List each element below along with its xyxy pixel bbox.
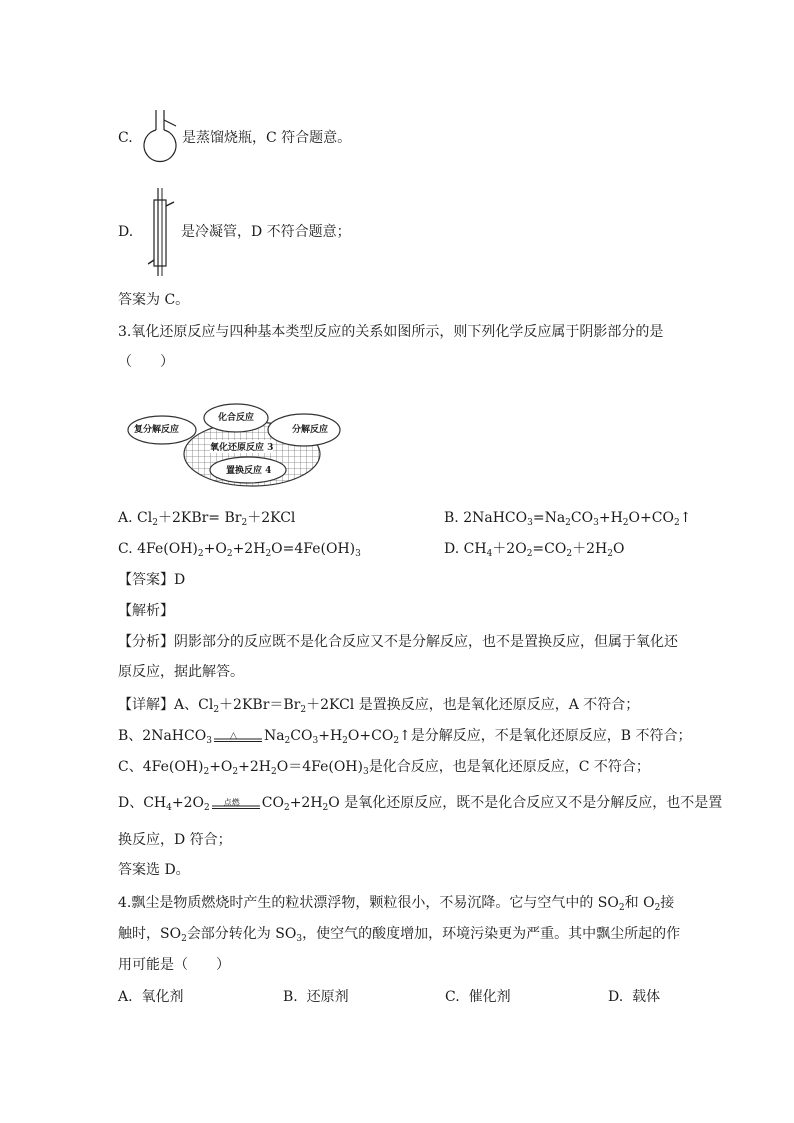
option-label: B. — [283, 989, 298, 1005]
q3-stem-line1 — [118, 322, 663, 342]
q3-detail-b — [118, 726, 692, 746]
q4-number: 4. — [118, 895, 132, 911]
formula-sub: 4 — [486, 549, 493, 559]
venn-label-double-decomposition: 复分解反应 — [134, 425, 180, 435]
detail-text: B、2NaHCO — [118, 728, 207, 744]
formula-sub: 2 — [232, 767, 239, 777]
venn-label-replacement: 置换反应 4 — [226, 466, 272, 476]
option-text: 催化剂 — [468, 989, 511, 1005]
formula-sub: 3 — [362, 767, 369, 777]
q3-detail-d — [118, 793, 722, 813]
detail-text: Na — [263, 728, 285, 744]
formula-sub: 3 — [312, 736, 319, 746]
formula-part: 4Fe(OH) — [137, 541, 198, 557]
formula-part: ＋2O — [492, 541, 527, 557]
detail-text: +2O — [171, 795, 205, 811]
q4-option-b — [283, 987, 349, 1007]
formula-sub: 2 — [566, 549, 573, 559]
formula-part: ＋2H — [572, 541, 608, 557]
formula-sub: 2 — [673, 518, 680, 528]
option-label: C. — [445, 989, 460, 1005]
q3-final-answer: 答案选 D。 — [118, 862, 190, 878]
formula-part: =Na — [532, 510, 566, 526]
option-text: 还原剂 — [306, 989, 349, 1005]
formula-part: CH — [463, 541, 487, 557]
detail-text: O＝4Fe(OH) — [276, 759, 363, 775]
detail-text: +2H — [238, 759, 272, 775]
option-text: 载体 — [632, 989, 661, 1005]
detail-text: CO — [290, 728, 313, 744]
formula-part: ＋2KCl — [247, 510, 296, 526]
option-c-label: C. — [118, 541, 133, 557]
formula-part: CO — [570, 510, 594, 526]
formula-sub: 2 — [271, 767, 277, 777]
detail-text: O 是氧化还原反应，既不是化合反应又不是分解反应，也不是置 — [328, 795, 723, 811]
formula-sub: 2 — [322, 803, 329, 813]
detail-text: ＋2KBr＝Br — [219, 697, 301, 713]
venn-label-redox: 氧化还原反应 3 — [210, 440, 273, 453]
q4-text: 飘尘是物质燃烧时产生的粒状漂浮物，颗粒很小，不易沉降。它与空气中的 SO — [131, 895, 619, 911]
heating-arrow-icon — [212, 729, 264, 743]
reaction-condition: △ — [229, 731, 237, 741]
q3-option-d — [444, 539, 624, 559]
option-label: A. — [118, 989, 133, 1005]
formula-part: =CO — [532, 541, 567, 557]
formula-sub: 4 — [166, 803, 172, 813]
q3-detail-c — [118, 757, 650, 777]
detail-text: +H — [318, 728, 343, 744]
formula-part: 2NaHCO — [463, 510, 528, 526]
formula-sub: 2 — [565, 518, 571, 528]
formula-sub: 2 — [284, 736, 291, 746]
distillation-flask-icon — [140, 108, 180, 164]
detail-text: 是化合反应，也是氧化还原反应，C 不符合； — [368, 759, 650, 775]
formula-part: Cl — [137, 510, 153, 526]
option-c-letter: C. — [118, 130, 133, 146]
q4-option-d — [608, 987, 660, 1007]
formula-part: +O — [203, 541, 227, 557]
detail-text: A、Cl — [174, 697, 214, 713]
q3-analysis-line1 — [118, 632, 678, 652]
formula-sub: 3 — [527, 518, 533, 528]
analysis-head: 【分析】 — [118, 634, 174, 650]
formula-sub: 2 — [213, 705, 220, 715]
formula-sub: 2 — [181, 934, 187, 944]
option-c-text: 是蒸馏烧瓶，C 符合题意。 — [182, 130, 352, 146]
formula-part: O — [612, 541, 625, 557]
q4-text: ，使空气的酸度增加，环境污染更为严重。其中飘尘所起的作 — [302, 926, 681, 942]
detail-text: D、CH — [118, 795, 167, 811]
previous-answer: 答案为 C。 — [118, 292, 190, 308]
q4-line3: 用可能是（ ） — [118, 957, 230, 973]
condenser-tube-icon — [148, 186, 178, 278]
q4-text: 接 — [660, 895, 675, 911]
detail-head: 【详解】 — [118, 697, 174, 713]
q3-detail-d-cont: 换反应，D 符合； — [118, 832, 232, 848]
venn-label-combination: 化合反应 — [218, 413, 255, 423]
q3-stem-text: 氧化还原反应与四种基本类型反应的关系如图所示，则下列化学反应属于阴影部分的是 — [131, 324, 664, 340]
formula-sub: 2 — [197, 549, 204, 559]
formula-sub: 2 — [152, 518, 158, 528]
formula-sub: 2 — [226, 549, 233, 559]
formula-sub: 2 — [654, 903, 661, 913]
q3-number: 3. — [118, 324, 132, 340]
option-a-label: A. — [118, 510, 133, 526]
formula-sub: 2 — [342, 736, 348, 746]
ignition-arrow-icon — [210, 796, 262, 810]
option-text: 氧化剂 — [141, 989, 184, 1005]
formula-sub: 2 — [618, 903, 625, 913]
q4-option-a — [118, 987, 183, 1007]
formula-part: O=4Fe(OH) — [271, 541, 356, 557]
option-b-label: B. — [444, 510, 459, 526]
detail-text: +2H — [289, 795, 323, 811]
detail-text: O+CO — [347, 728, 394, 744]
formula-sub: 3 — [296, 934, 303, 944]
formula-part: ＋2KBr= Br — [157, 510, 242, 526]
formula-sub: 2 — [622, 518, 629, 528]
q3-analysis-line2: 原反应，据此解答。 — [118, 664, 244, 680]
option-d-label: D. — [444, 541, 460, 557]
formula-sub: 2 — [607, 549, 613, 559]
q4-line2 — [118, 924, 680, 944]
analysis-text: 阴影部分的反应既不是化合反应又不是分解反应，也不是置换反应，但属于氧化还 — [174, 634, 678, 650]
formula-part: ↑ — [679, 510, 692, 526]
q4-text: 触时，SO — [118, 926, 182, 942]
formula-sub: 2 — [393, 736, 400, 746]
q4-option-c — [445, 987, 511, 1007]
q4-text: 会部分转化为 SO — [186, 926, 297, 942]
formula-sub: 2 — [526, 549, 533, 559]
venn-label-decomposition: 分解反应 — [292, 425, 329, 435]
reaction-condition: 点燃 — [223, 798, 240, 807]
detail-text: ＋2KCl 是置换反应，也是氧化还原反应，A 不符合； — [306, 697, 640, 713]
formula-sub: 3 — [206, 736, 212, 746]
q3-answer: 【答案】D — [118, 572, 186, 588]
q4-line1 — [118, 893, 674, 913]
detail-text: ↑是分解反应，不是氧化还原反应，B 不符合； — [399, 728, 692, 744]
reaction-venn-diagram — [126, 402, 346, 488]
q3-stem-line2: （ ） — [118, 354, 174, 370]
q4-text: 和 O — [624, 895, 655, 911]
formula-sub: 3 — [355, 549, 361, 559]
q3-detail-a — [118, 695, 639, 715]
option-d-text: 是冷凝管，D 不符合题意； — [181, 224, 351, 240]
option-d-letter: D. — [118, 224, 134, 240]
formula-sub: 2 — [300, 705, 307, 715]
formula-sub: 2 — [241, 518, 248, 528]
formula-sub: 2 — [283, 803, 290, 813]
detail-text: +O — [209, 759, 233, 775]
formula-sub: 2 — [265, 549, 272, 559]
formula-sub: 2 — [203, 767, 210, 777]
formula-part: +2H — [232, 541, 266, 557]
formula-part: +H — [598, 510, 623, 526]
q3-option-c — [118, 539, 361, 559]
formula-sub: 3 — [593, 518, 599, 528]
q3-analysis-tag: 【解析】 — [118, 603, 174, 619]
q3-option-a — [118, 508, 295, 528]
option-label: D. — [608, 989, 624, 1005]
formula-part: O+CO — [628, 510, 674, 526]
detail-text: CO — [261, 795, 284, 811]
formula-sub: 2 — [204, 803, 210, 813]
detail-text: C、4Fe(OH) — [118, 759, 204, 775]
q3-option-b — [444, 508, 691, 528]
